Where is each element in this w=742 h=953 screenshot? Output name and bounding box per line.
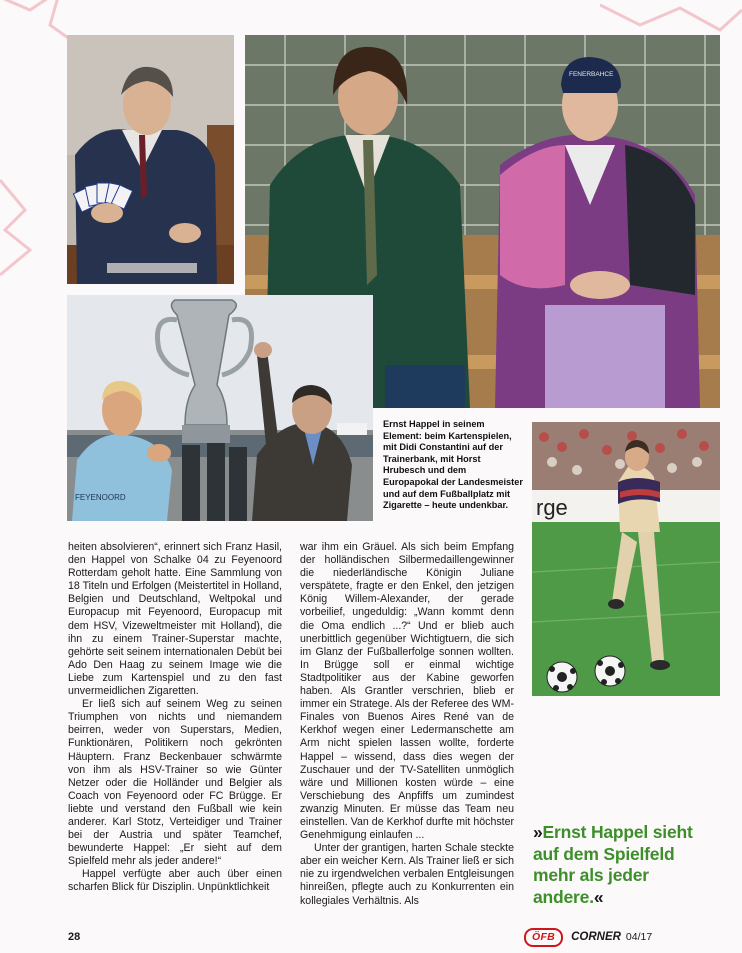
cup-photo-text: FEYENOORD <box>75 493 126 502</box>
magazine-name: CORNER <box>571 931 621 943</box>
paragraph: Er ließ sich auf seinem Weg zu seinen Triumphen von nichts und niemandem beirren, weder von Superstars, Medien, Funktionären, Politikern noch gekrönten Häuptern. Franz Beckenbauer schwärmte von ihm als HSV-Trainer so wie Günter Netzer oder die Holländer und Belgier als Coach von Feyenoord oder FC Brügge. Er liebte und verstand den Fußball wie kein anderer. Karl Stotz, Verteidiger und Trainer bei der Austria und später Teamchef, bewunderte Happel: „Er sieht auf dem Spielfeld mehr als jeder andere!“ <box>68 698 282 868</box>
football-icon <box>595 656 625 686</box>
pull-quote-text: Ernst Happel sieht auf dem Spielfeld mehr als jeder andere. <box>533 822 693 907</box>
photo-card-playing <box>67 35 234 284</box>
paragraph: heiten absolvieren“, erinnert sich Franz Hasil, den Happel von Schalke 04 zu Feyenoord Rotterdam geholt hatte. Eine Sammlung von 18 Titeln und Erfolgen (Meistertitel in Holland, Belgien und Deutschland, Weltpokal und Europacup mit Feyenoord, Europacup mit dem HSV, Vizeweltmeister mit Holland), die ihn zu einem Trainer-Superstar machte, gehörte seit seinem internationalen Debüt bei Ado Den Haag zu seinem Image wie die Liebe zum Kartenspiel und zu den fast unvermeidlichen Zigaretten. <box>68 541 282 698</box>
article-column-1 <box>68 541 282 895</box>
photo-caption: Ernst Happel in seinem Element: beim Kartenspielen, mit Didi Constantini auf der Trainerbank, mit Horst Hrubesch und dem Europapokal der Landesmeister und auf dem Fußballplatz mit Zigarette – heute undenkbar. <box>383 419 523 511</box>
paragraph: Happel verfügte aber auch über einen scharfen Blick für Disziplin. Unpünktlichkeit <box>68 868 282 894</box>
cap-text: FENERBAHCE <box>569 71 614 78</box>
paragraph: war ihm ein Gräuel. Als sich beim Empfang der holländischen Silbermedaillengewinner die niederländische Königin Juliane verspätete, fragte er den Enkel, den jetzigen König Willem-Alexander, der gerade vorbeilief, ungeduldig: „Wann kommt denn die Oma endlich ...?“ Und er blieb auch unerbittlich gegenüber Wichtigtuern, die sich im Glanz der Fußballerfolge sonnen wollten. In Brügge soll er einmal wichtige Stadtpolitiker aus der Kabine geworfen haben. Als Grantler verschrien, blieb er immer ein Stratege. Als der Referee des WM-Finales von Buenos Aires René van de Kerkhof wegen einer Ledermanschette am Arm nicht spielen lassen wollte, forderte Happel – wissend, dass dies wegen der Zuschauer und der TV-Satelliten unmöglich wäre und Millionen kosten würde – eine Verschiebung des Anpfiffs um zumindest zwanzig Minuten. Er müsse das Team neu einstellen. Van de Kerkhof durfte mit höchster Genehmigung einlaufen ... <box>300 541 514 842</box>
photo-football-field <box>532 422 720 696</box>
photo-european-cup <box>67 295 373 521</box>
quote-close-mark: « <box>593 886 604 907</box>
pull-quote <box>533 822 703 908</box>
quote-open-mark: » <box>533 822 543 842</box>
decorative-star-left <box>0 170 40 280</box>
football-icon <box>547 662 577 692</box>
oefb-logo: ÖFB <box>524 928 563 947</box>
stadium-ad-text: rge <box>536 495 568 520</box>
paragraph: Unter der grantigen, harten Schale steckte aber ein weicher Kern. Als Trainer ließ er sich nie zu irgendwelchen verbalen Entgleisungen hinreißen, pflegte auch zu Konkurrenten ein kollegiales Verhältnis. Als <box>300 842 514 907</box>
issue-number: 04/17 <box>625 931 653 943</box>
magazine-footer <box>524 925 724 949</box>
article-column-2 <box>300 541 514 908</box>
page-number: 28 <box>68 931 81 943</box>
decorative-star-top-right <box>600 0 742 40</box>
